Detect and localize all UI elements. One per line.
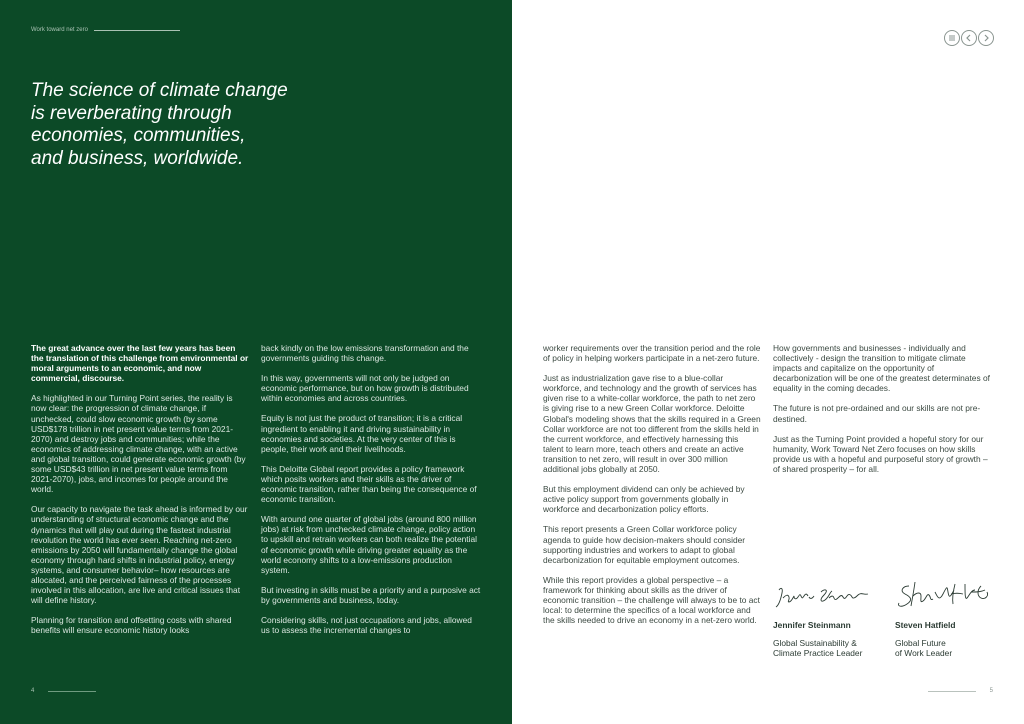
paragraph: Considering skills, not just occupations and jobs, allowed us to assess the incremental changes to [261, 614, 472, 636]
signer-title: Global Sustainability & [773, 637, 857, 648]
page-navigation [944, 30, 994, 46]
left-column-1 [31, 343, 249, 645]
signatures [773, 578, 995, 618]
signer-steven-hatfield [895, 620, 995, 659]
paragraph: Just as industrialization gave rise to a blue-collar workforce, and technology and the growth of services has given rise to a white-collar workforce, the path to net zero is giving rise to a new Green Collar workforce. Deloitte Global's modeling shows that the skills required in a Green Collar workforce are not too different from the skills held in the current workforce, and effectively harnessing this talent to learn more, teach others and create an active transition to net zero, will result in over 300 million additional jobs globally at 2050. [543, 373, 761, 475]
paragraph: worker requirements over the transition period and the role of policy in helping workers participate in a net-zero future. [543, 343, 761, 364]
right-column-1 [543, 343, 761, 635]
lead-paragraph: The great advance over the last few years has been the translation of this challenge from environmental or moral arguments to an economic, and now commercial, discourse. [31, 343, 249, 384]
next-icon[interactable] [978, 30, 994, 46]
paragraph: This Deloitte Global report provides a policy framework which posits workers and their skills as the driver of economic transition, rather than being the consequence of economic transition. [261, 463, 477, 505]
running-head [31, 27, 180, 33]
hero-line: economies, communities, [31, 125, 246, 146]
page-folio-right [928, 688, 993, 694]
page-number: 5 [989, 688, 993, 694]
right-page [512, 0, 1024, 724]
signer-title: of Work Leader [895, 648, 953, 658]
paragraph: With around one quarter of global jobs (around 800 million jobs) at risk from unchecked climate change, policy action to upskill and retrain workers can both realize the potential of economic growth while driving greater equality as the world economy shifts to a low-emissions production system. [261, 514, 478, 575]
paragraph: But this employment dividend can only be achieved by active policy support from governments globally in workforce and decarbonization policy efforts. [543, 484, 745, 515]
hero-line: and business, worldwide. [31, 147, 244, 169]
running-head-label: Work toward net zero [31, 27, 88, 33]
hero-line: The science of climate change [31, 80, 288, 101]
signer-name: Jennifer Steinmann [773, 620, 851, 630]
paragraph: back kindly on the low emissions transformation and the governments guiding this change. [261, 343, 469, 364]
paragraph: As highlighted in our Turning Point series, the reality is now clear: the progression of climate change, if unchecked, could slow economic growth (by some USD$178 trillion in net present value terms from 2021-2070) and destroy jobs and communities; while the economics of addressing climate change, with an active and global transition, could generate economic growth (by some USD$43 trillion in net present value terms from 2021-2070), jobs, and incomes for people around the world. [31, 393, 246, 495]
page-number: 4 [31, 688, 35, 694]
signer-title: Climate Practice Leader [773, 648, 863, 658]
folio-rule [48, 691, 96, 692]
paragraph: Planning for transition and offsetting costs with shared benefits will ensure economic history looks [31, 615, 232, 636]
paragraph: Our capacity to navigate the task ahead is informed by our understanding of structural economic change and the dynamics that will play out during the fastest industrial revolution the world has ever seen. Reaching net-zero emissions by 2050 will fundamentally change the global economy through hard shifts in industrial policy, energy systems, and consumer behavior– how resources are allocated, and the perceived fairness of the processes involved in this allocation, are live and critical issues that will define history. [31, 504, 248, 606]
hero-quote [31, 80, 301, 170]
left-column-2 [261, 343, 483, 645]
paragraph: Equity is not just the product of transition; it is a critical ingredient to enabling it and driving sustainability in economies and societies. At the very center of this is people, their work and their livelihoods. [261, 413, 463, 454]
paragraph: While this report provides a global perspective – a framework for thinking about skills as the driver of economic transition – the challenge will always to be to act local: to determine the specifics of a local workforce and the skills needed to drive an economy in a net-zero world. [543, 574, 760, 626]
menu-icon[interactable] [944, 30, 960, 46]
hero-line: is reverberating through [31, 102, 232, 124]
previous-icon[interactable] [961, 30, 977, 46]
paragraph: Just as the Turning Point provided a hopeful story for our humanity, Work Toward Net Zero focuses on how skills provide us with a hopeful and purposeful story of growth – of shared prosperity – for all. [773, 433, 988, 474]
signer-jennifer-steinmann [773, 620, 883, 659]
right-column-2 [773, 343, 995, 484]
folio-rule [928, 691, 976, 692]
signer-title: Global Future [895, 637, 946, 648]
paragraph: How governments and businesses - individually and collectively - design the transition to mitigate climate impacts and capitalize on the opportunity of decarbonization will be one of the greatest determinates of equality in the coming decades. [773, 343, 990, 394]
running-head-rule [94, 30, 180, 31]
paragraph: This report presents a Green Collar workforce policy agenda to guide how decision-makers should consider supporting industries and workers to adapt to global decarbonization for equitable employment outcomes. [543, 524, 746, 565]
paragraph: The future is not pre-ordained and our skills are not pre-destined. [773, 403, 981, 424]
signature-jennifer-steinmann [773, 578, 878, 614]
page-folio-left [31, 688, 96, 694]
paragraph: But investing in skills must be a priority and a purposive act by governments and business, today. [261, 584, 481, 605]
paragraph: In this way, governments will not only be judged on economic performance, but on how growth is distributed within economies and across countries. [261, 373, 469, 404]
signer-name: Steven Hatfield [895, 620, 956, 630]
signature-steven-hatfield [895, 578, 995, 614]
